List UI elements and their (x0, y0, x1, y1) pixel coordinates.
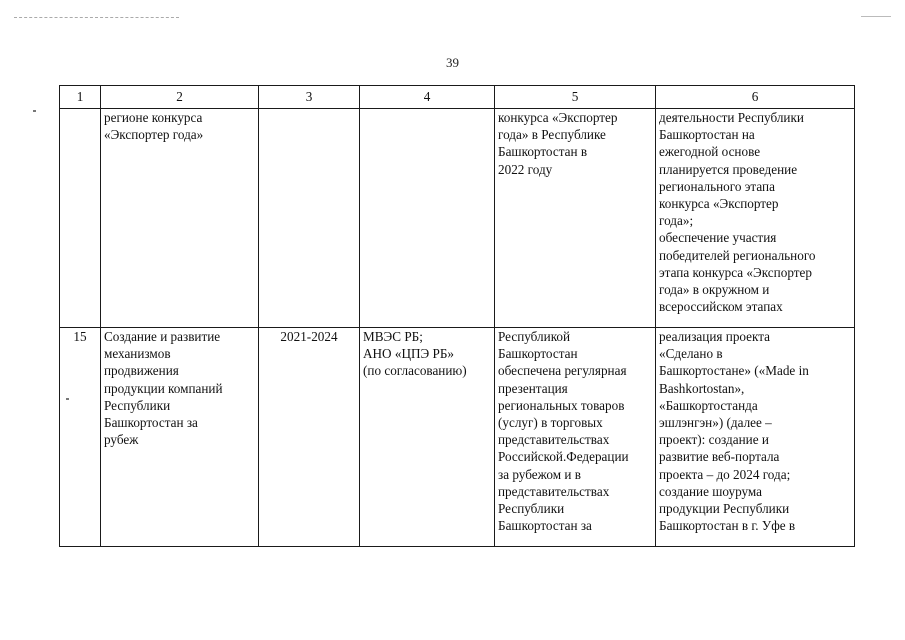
activities-cell: реализация проекта «Сделано в Башкортостане» («Made in Bashkortostan», «Башкортостанда эшлэнгэн») (далее – проект): создание и развитие веб-портала проекта – до 2024 года; создание шоурума продукции Республики Башкортостан в г. Уфе в (656, 328, 855, 547)
table-row (60, 109, 855, 328)
row-number-cell: 15 (60, 328, 101, 547)
result-cell: Республикой Башкортостан обеспечена регулярная презентация региональных товаров (услуг) в торговых представительствах Российской.Федерации за рубежом и в представительствах Республики Башкортостан за (495, 328, 656, 547)
scan-artifact-line (861, 16, 891, 17)
period-cell (259, 109, 360, 328)
measure-name-cell: Создание и развитие механизмов продвижения продукции компаний Республики Башкортостан за рубеж (101, 328, 259, 547)
responsible-cell (360, 109, 495, 328)
column-number: 4 (360, 86, 495, 109)
table-row (60, 328, 855, 547)
responsible-cell: МВЭС РБ; АНО «ЦПЭ РБ» (по согласованию) (360, 328, 495, 547)
scan-speck (33, 110, 36, 112)
column-number: 3 (259, 86, 360, 109)
period-cell: 2021-2024 (259, 328, 360, 547)
column-number: 5 (495, 86, 656, 109)
column-number-row (60, 86, 855, 109)
measure-name-cell: регионе конкурса «Экспортер года» (101, 109, 259, 328)
column-number: 6 (656, 86, 855, 109)
row-number-cell (60, 109, 101, 328)
column-number: 1 (60, 86, 101, 109)
scan-artifact-line (14, 17, 179, 18)
measures-table (59, 85, 855, 547)
activities-cell: деятельности Республики Башкортостан на ежегодной основе планируется проведение регионального этапа конкурса «Экспортер года»; обеспечение участия победителей регионального этапа конкурса «Экспортер года» в окружном и всероссийском этапах (656, 109, 855, 328)
column-number: 2 (101, 86, 259, 109)
page-number: 39 (446, 55, 459, 70)
result-cell: конкурса «Экспортер года» в Республике Башкортостан в 2022 году (495, 109, 656, 328)
